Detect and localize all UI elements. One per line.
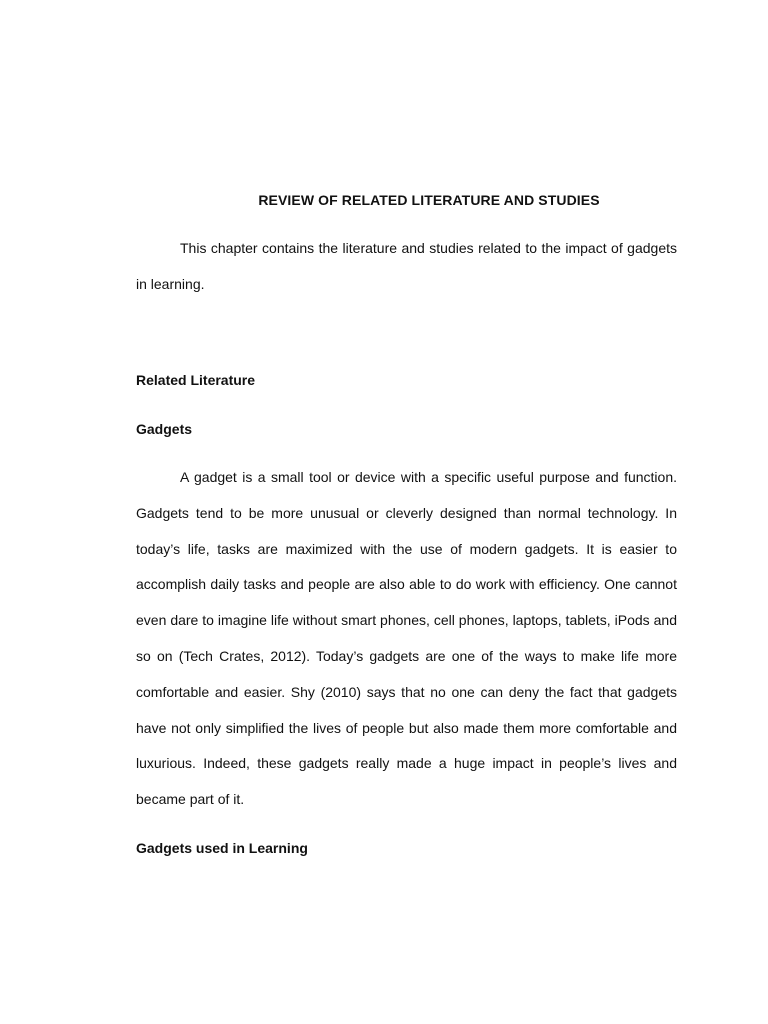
- gadgets-paragraph: A gadget is a small tool or device with a specific useful purpose and function. Gadgets tend to be more unusual or cleverly designed than normal technology. In today’s life, tasks are maximized with the use of modern gadgets. It is easier to accomplish daily tasks and people are also able to do work with efficiency. One cannot even dare to imagine life without smart phones, cell phones, laptops, tablets, iPods and so on (Tech Crates, 2012). Today’s gadgets are one of the ways to make life more comfortable and easier. Shy (2010) says that no one can deny the fact that gadgets have not only simplified the lives of people but also made them more comfortable and luxurious. Indeed, these gadgets really made a huge impact in people’s lives and became part of it.: [136, 469, 677, 808]
- section-heading-gadgets-used-in-learning: Gadgets used in Learning: [136, 840, 308, 856]
- intro-paragraph: This chapter contains the literature and studies related to the impact of gadgets in learning.: [136, 240, 677, 292]
- section-heading-related-literature: Related Literature: [136, 372, 256, 388]
- section-heading-gadgets: Gadgets: [136, 421, 193, 437]
- chapter-title: REVIEW OF RELATED LITERATURE AND STUDIES: [258, 192, 600, 208]
